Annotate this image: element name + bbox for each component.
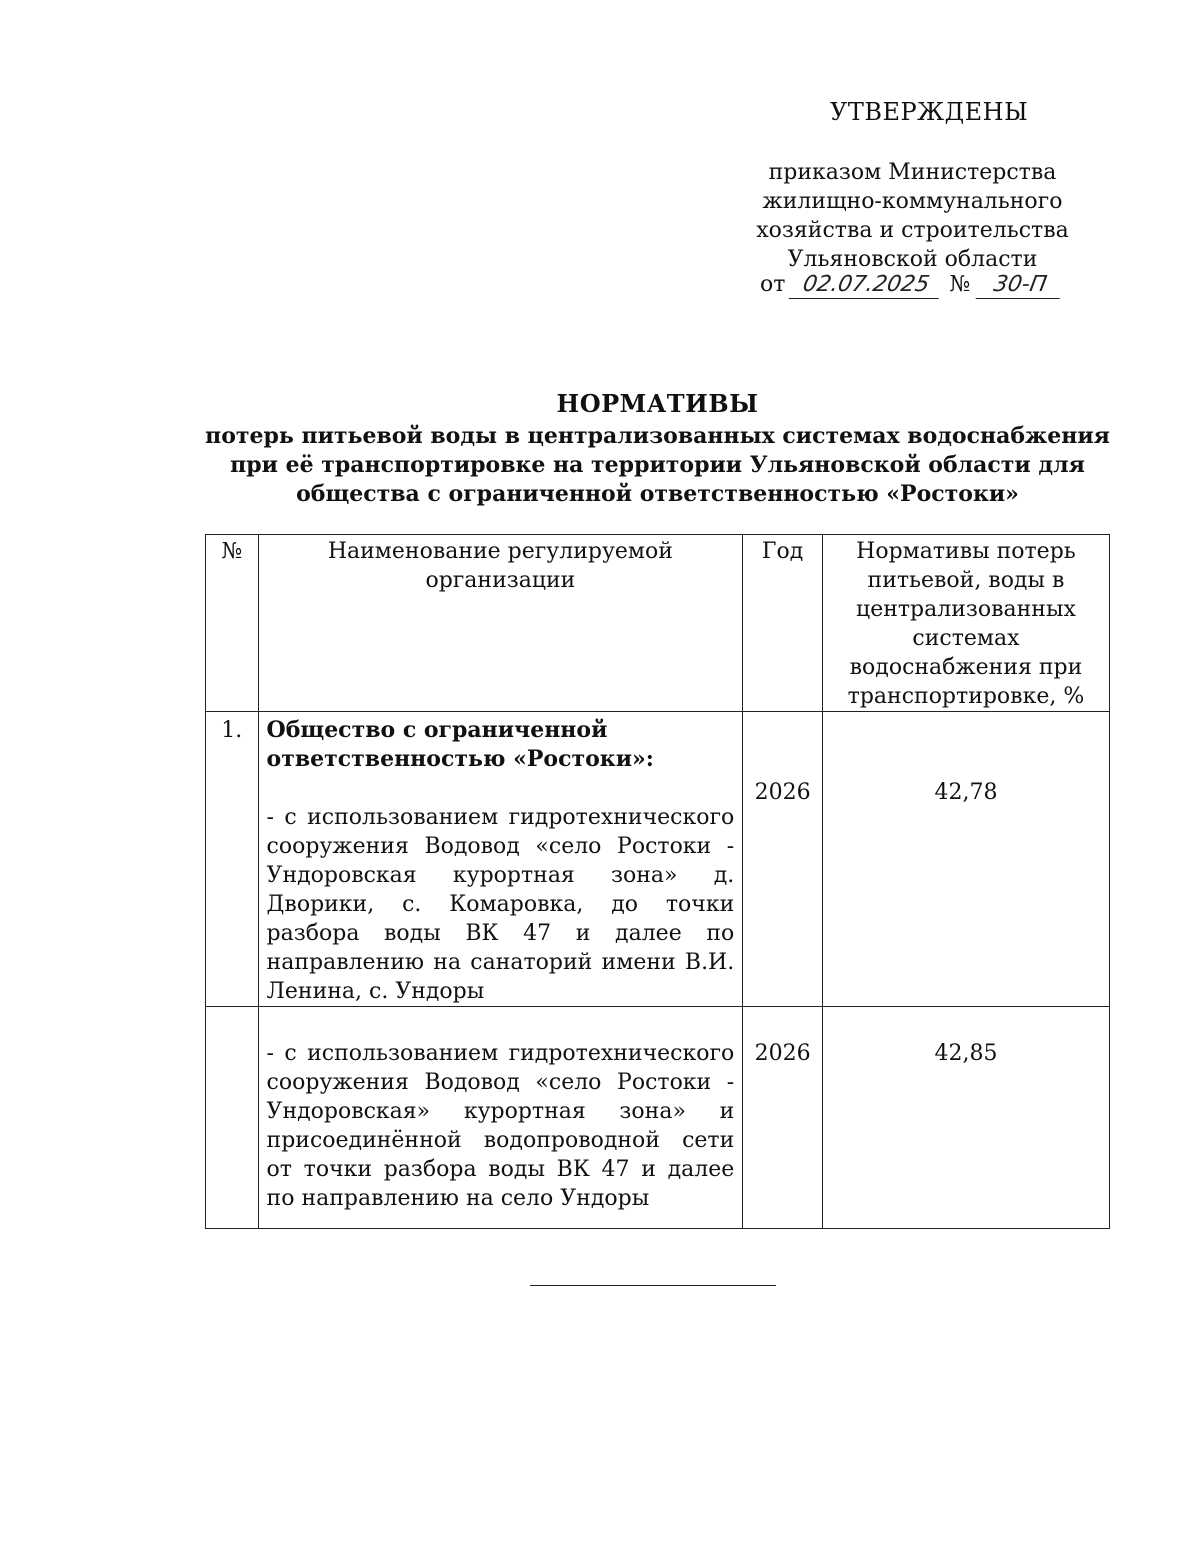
row2-year: 2026 — [743, 1007, 823, 1229]
row1-num: 1. — [206, 712, 259, 1007]
order-line-4: Ульяновской области — [787, 247, 1038, 272]
header-year: Год — [743, 535, 823, 712]
subtitle-line-2: при её транспортировке на территории Ульяновской области для — [230, 452, 1085, 478]
row2-name-cell — [258, 1007, 743, 1229]
order-line-3: хозяйства и строительства — [756, 218, 1069, 243]
row1-org-line-1: Общество с ограниченной — [266, 717, 608, 743]
order-line-2: жилищно-коммунального — [762, 189, 1063, 214]
header-norm-line-4: системах — [912, 626, 1020, 651]
document-subtitle — [205, 422, 1110, 509]
row2-num — [206, 1007, 259, 1229]
document-title: НОРМАТИВЫ — [556, 389, 759, 418]
header-norm-line-1: Нормативы потерь — [856, 539, 1076, 564]
order-number: 30-П — [976, 272, 1065, 299]
row1-description: - с использованием гидротехнического сооружения Водовод «село Ростоки - Ундоровская курортная зона» д. Дворики, с. Комаровка, до точки разбора воды ВК 47 и далее по направлению на санаторий имени В.И. Ленина, с. Ундоры — [266, 805, 735, 1004]
table-row — [206, 712, 1110, 1007]
row1-year: 2026 — [743, 712, 823, 1007]
header-name-line-2: организации — [425, 568, 576, 593]
header-name — [258, 535, 743, 712]
header-norm — [822, 535, 1109, 712]
header-name-line-1: Наименование регулируемой — [327, 539, 673, 564]
header-norm-line-2: питьевой, воды в — [867, 568, 1065, 593]
row1-org-line-2: ответственностью «Ростоки»: — [266, 746, 654, 772]
order-line-1: приказом Министерства — [768, 160, 1057, 185]
header-num: № — [206, 535, 259, 712]
number-prefix: № — [949, 272, 971, 297]
header-norm-line-3: централизованных — [856, 597, 1076, 622]
norms-table — [205, 534, 1110, 1229]
table-header-row — [206, 535, 1110, 712]
row2-norm: 42,85 — [822, 1007, 1109, 1229]
order-issuer-block — [740, 158, 1085, 274]
subtitle-line-1: потерь питьевой воды в централизованных системах водоснабжения — [205, 423, 1110, 449]
row1-name-cell — [258, 712, 743, 1007]
order-date: 02.07.2025 — [789, 272, 944, 299]
row1-norm: 42,78 — [822, 712, 1109, 1007]
document-title-block — [205, 388, 1110, 509]
row1-org-name — [259, 716, 743, 774]
end-divider — [530, 1285, 776, 1286]
header-norm-line-6: транспортировке, % — [847, 684, 1085, 709]
date-prefix: от — [760, 272, 786, 297]
approved-label: УТВЕРЖДЕНЫ — [830, 98, 1029, 126]
table-row — [206, 1007, 1110, 1229]
order-date-number-line — [760, 272, 1090, 299]
row2-description: - с использованием гидротехнического сооружения Водовод «село Ростоки - Ундоровская» курортная зона» и присоединённой водопроводной сети от точки разбора воды ВК 47 и далее по направлению на село Ундоры — [266, 1041, 735, 1211]
subtitle-line-3: общества с ограниченной ответственностью «Ростоки» — [296, 481, 1019, 507]
header-norm-line-5: водоснабжения при — [849, 655, 1083, 680]
